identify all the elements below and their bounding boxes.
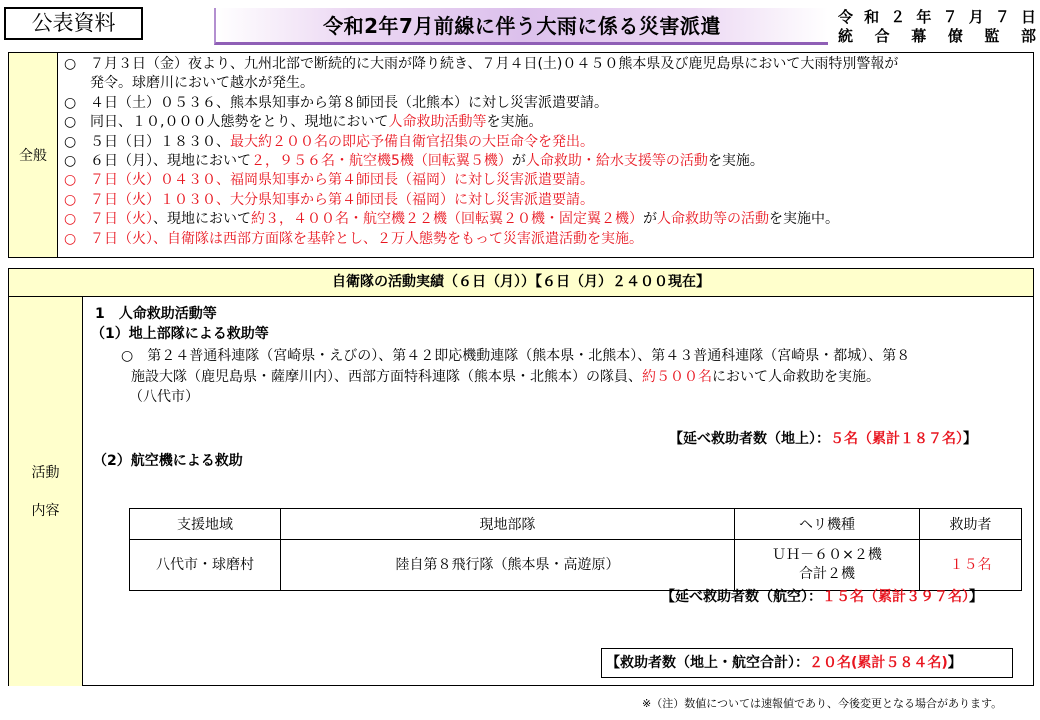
bullet-mark: ○ xyxy=(64,172,77,189)
col-heli-type: ヘリ機種 xyxy=(735,509,920,540)
col-support-area: 支援地域 xyxy=(130,509,281,540)
bullet-mark xyxy=(64,74,90,93)
ground-rescue-title: （1）地上部隊による救助等 xyxy=(91,326,269,342)
ground-summary-label: 【延べ救助者数（地上）： xyxy=(669,431,830,447)
general-summary-box xyxy=(8,52,1034,258)
text-segment: 同日、１０,０００人態勢をとり、現地において xyxy=(90,114,389,131)
highlight-text: ７日（火） xyxy=(90,211,153,228)
list-item xyxy=(64,133,898,152)
activity-box xyxy=(8,268,1034,686)
ground-summary-count: ５名（累計１８７名） xyxy=(830,431,963,447)
text-segment: ６日（月）、現地において xyxy=(90,153,251,170)
section1-title: 1 人命救助活動等 xyxy=(95,306,217,322)
bullet-mark: ○ xyxy=(64,56,77,72)
list-item xyxy=(64,171,898,190)
list-item-text xyxy=(90,94,608,113)
date-char: 令 xyxy=(838,8,854,26)
list-item-text xyxy=(90,152,764,171)
list-item-text xyxy=(90,133,594,152)
air-rescue-title: （2）航空機による救助 xyxy=(93,453,243,469)
ground-rescue-summary xyxy=(669,428,977,448)
text-segment: が xyxy=(643,211,657,228)
text-segment: を実施。 xyxy=(707,153,764,170)
bullet-mark: ○ xyxy=(64,211,77,228)
air-summary-label: 【延べ救助者数（航空）： xyxy=(661,589,822,605)
date-char: 年 xyxy=(916,8,932,26)
bullet-mark: ○ xyxy=(64,133,77,150)
activity-header: 自衛隊の活動実績（６日（月））【６日（月）２４００現在】 xyxy=(9,269,1033,297)
air-summary-count: １５名（累計３９７名） xyxy=(822,589,969,605)
list-item-text xyxy=(90,210,839,229)
org-char: 合 xyxy=(874,27,890,45)
total-close: 】 xyxy=(947,655,962,671)
heli-type-line1: ＵＨ－６０×２機 xyxy=(772,547,882,563)
issue-date xyxy=(838,8,1036,27)
list-item xyxy=(64,55,898,74)
ground-units-text: 施設大隊（鹿児島県・薩摩川内）、西部方面特科連隊（熊本県・北熊本）の隊員、 xyxy=(131,369,642,385)
general-label: 全般 xyxy=(9,53,58,257)
list-item xyxy=(64,230,898,249)
highlight-text: 約３，４００名・航空機２２機（回転翼２０機・固定翼２機） xyxy=(251,211,643,228)
text-segment: が xyxy=(511,153,526,170)
org-char: 監 xyxy=(984,27,1000,45)
activity-content xyxy=(83,297,1033,686)
total-count: ２０名(累計５８４名) xyxy=(809,655,948,671)
list-item xyxy=(64,152,898,171)
ground-units-line1: ○ 第２４普通科連隊（宮崎県・えびの）、第４２即応機動連隊（熊本県・北熊本）、第４３普通科連隊（宮崎県・都城）、第８ xyxy=(121,348,911,364)
highlight-text: 人命救助活動等 xyxy=(388,114,487,131)
list-item xyxy=(64,191,898,210)
table-row xyxy=(130,540,1022,591)
ground-summary-close: 】 xyxy=(963,431,977,447)
page-title: 令和2年7月前線に伴う大雨に係る災害派遣 xyxy=(214,8,828,45)
org-char: 僚 xyxy=(947,27,963,45)
highlight-text: ７日（火）１０３０、大分県知事から第４師団長（福岡）に対し災害派遣要請。 xyxy=(90,191,594,208)
list-item-text xyxy=(90,74,314,93)
text-segment: ４日（土）０５３６、熊本県知事から第８師団長（北熊本）に対し災害派遣要請。 xyxy=(90,94,608,111)
total-label: 【救助者数（地上・航空合計）： xyxy=(606,655,809,671)
list-item xyxy=(64,210,898,229)
highlight-text: ２，９５６名・航空機5機（回転翼５機） xyxy=(251,153,512,170)
air-rescue-table xyxy=(129,508,1022,591)
list-item-text xyxy=(90,191,594,210)
bullet-mark: ○ xyxy=(64,153,77,170)
ground-units-line2 xyxy=(131,366,880,386)
cell-rescued: １５名 xyxy=(920,540,1022,591)
text-segment: ５日（日）１８３０、 xyxy=(90,133,230,150)
air-summary-close: 】 xyxy=(969,589,983,605)
list-item-text xyxy=(90,171,594,190)
org-char: 部 xyxy=(1020,27,1036,45)
general-lines xyxy=(58,53,898,257)
date-char: ７ xyxy=(994,8,1010,26)
public-document-badge: 公表資料 xyxy=(4,7,143,40)
highlight-text: 人命救助・給水支援等の活動 xyxy=(525,153,708,170)
cell-local-unit: 陸自第８飛行隊（熊本県・高遊原） xyxy=(281,540,735,591)
org-char: 幕 xyxy=(911,27,927,45)
org-char: 統 xyxy=(838,27,854,45)
date-org-block xyxy=(838,8,1036,46)
text-segment: を実施中。 xyxy=(769,211,839,228)
col-rescued: 救助者 xyxy=(920,509,1022,540)
issuing-organization xyxy=(838,27,1036,46)
highlight-text: ７日（火）、自衛隊は西部方面隊を基幹とし、２万人態勢をもって災害派遣活動を実施。 xyxy=(90,230,643,247)
ground-units-tail: において人命救助を実施。 xyxy=(712,369,880,385)
list-item-text xyxy=(90,55,898,74)
text-segment: 、現地において xyxy=(153,211,251,228)
highlight-text: 人命救助等の活動 xyxy=(657,211,769,228)
date-char: 和 xyxy=(864,8,880,26)
date-char: 日 xyxy=(1020,8,1036,26)
highlight-text: ７日（火）０４３０、福岡県知事から第４師団長（福岡）に対し災害派遣要請。 xyxy=(90,172,594,189)
bullet-mark: ○ xyxy=(64,94,77,111)
activity-label-line2: 内容 xyxy=(31,502,60,519)
total-rescue-box xyxy=(601,648,1013,678)
bullet-mark: ○ xyxy=(64,230,77,247)
activity-label xyxy=(9,297,83,686)
list-item xyxy=(64,113,898,132)
ground-location: （八代市） xyxy=(129,389,199,405)
heli-type-line2: 合計２機 xyxy=(799,566,855,582)
text-segment: を実施。 xyxy=(486,114,543,131)
col-local-unit: 現地部隊 xyxy=(281,509,735,540)
footnote: ※（注）数値については速報値であり、今後変更となる場合があります。 xyxy=(642,697,1003,710)
text-segment: 発令。球磨川において越水が発生。 xyxy=(90,75,314,92)
list-item xyxy=(64,94,898,113)
ground-personnel-count: 約５００名 xyxy=(642,369,712,385)
activity-label-line1: 活動 xyxy=(31,464,60,481)
date-char: 月 xyxy=(968,8,984,26)
bullet-mark: ○ xyxy=(64,114,77,131)
air-rescue-summary xyxy=(661,586,983,606)
highlight-text: 最大約２００名の即応予備自衛官招集の大臣命令を発出。 xyxy=(230,133,594,150)
cell-support-area: 八代市・球磨村 xyxy=(130,540,281,591)
date-char: ７ xyxy=(942,8,958,26)
date-char: ２ xyxy=(890,8,906,26)
table-header-row xyxy=(130,509,1022,540)
list-item-text xyxy=(90,113,542,132)
bullet-mark: ○ xyxy=(64,191,77,208)
list-item-text xyxy=(90,230,643,249)
text-segment: ７月３日（金）夜より、九州北部で断続的に大雨が降り続き、７月４日(土)０４５０熊本県及び鹿児島県において大雨特別警報が xyxy=(90,56,899,72)
list-item xyxy=(64,74,898,93)
cell-heli-type xyxy=(735,540,920,591)
